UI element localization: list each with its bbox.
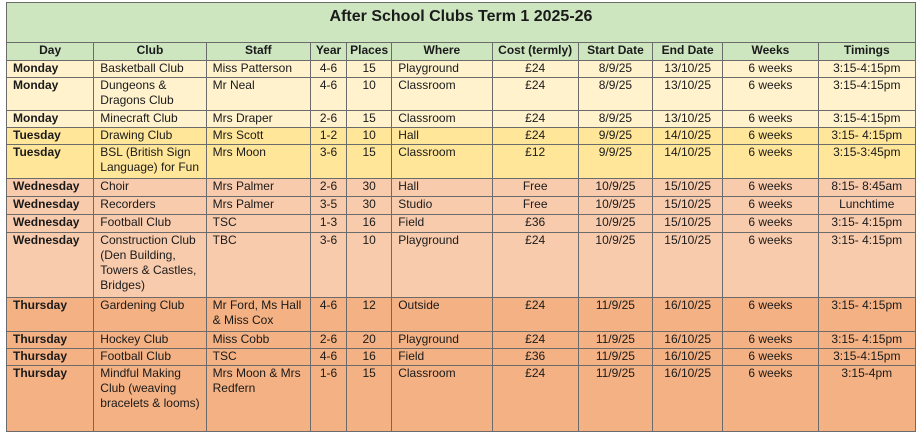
- col-header-club: Club: [94, 43, 206, 61]
- cell-end-date[interactable]: 13/10/25: [653, 78, 723, 111]
- table-body: [7, 61, 916, 432]
- cell-start-date[interactable]: 10/9/25: [578, 197, 652, 215]
- col-header-where: Where: [392, 43, 492, 61]
- cell-weeks[interactable]: 6 weeks: [723, 145, 818, 179]
- cell-weeks[interactable]: 6 weeks: [723, 61, 818, 78]
- cell-timings[interactable]: 3:15- 4:15pm: [818, 298, 915, 332]
- table-row: [7, 61, 916, 78]
- cell-year[interactable]: 1-3: [310, 215, 346, 233]
- cell-cost[interactable]: £24: [492, 78, 578, 111]
- cell-year[interactable]: 4-6: [310, 61, 346, 78]
- cell-end-date[interactable]: 13/10/25: [653, 61, 723, 78]
- cell-cost[interactable]: £24: [492, 233, 578, 298]
- cell-places[interactable]: 30: [347, 179, 392, 197]
- cell-cost[interactable]: £24: [492, 128, 578, 145]
- cell-year[interactable]: 1-2: [310, 128, 346, 145]
- cell-staff[interactable]: TSC: [206, 215, 310, 233]
- table-row: [7, 349, 916, 366]
- cell-staff[interactable]: Mrs Moon & Mrs Redfern: [206, 366, 310, 432]
- col-header-places: Places: [347, 43, 392, 61]
- cell-end-date[interactable]: 16/10/25: [653, 366, 723, 432]
- col-header-cost: Cost (termly): [492, 43, 578, 61]
- cell-timings[interactable]: 3:15- 4:15pm: [818, 128, 915, 145]
- cell-club[interactable]: Choir: [94, 179, 206, 197]
- cell-year[interactable]: 3-6: [310, 145, 346, 179]
- cell-end-date[interactable]: 16/10/25: [653, 298, 723, 332]
- table-row: [7, 145, 916, 179]
- cell-where[interactable]: Hall: [392, 128, 492, 145]
- cell-staff[interactable]: TBC: [206, 233, 310, 298]
- cell-cost[interactable]: £24: [492, 332, 578, 349]
- cell-timings[interactable]: 3:15- 4:15pm: [818, 332, 915, 349]
- col-header-day: Day: [7, 43, 94, 61]
- cell-where[interactable]: Classroom: [392, 145, 492, 179]
- cell-end-date[interactable]: 16/10/25: [653, 349, 723, 366]
- cell-staff[interactable]: Mrs Scott: [206, 128, 310, 145]
- cell-places[interactable]: 10: [347, 233, 392, 298]
- table-row: [7, 128, 916, 145]
- cell-year[interactable]: 2-6: [310, 332, 346, 349]
- cell-weeks[interactable]: 6 weeks: [723, 215, 818, 233]
- cell-club[interactable]: Construction Club (Den Building, Towers & Castles, Bridges): [94, 233, 206, 298]
- cell-end-date[interactable]: 14/10/25: [653, 128, 723, 145]
- cell-day[interactable]: Thursday: [7, 366, 94, 432]
- cell-weeks[interactable]: 6 weeks: [723, 366, 818, 432]
- cell-timings[interactable]: 8:15- 8:45am: [818, 179, 915, 197]
- cell-year[interactable]: 4-6: [310, 349, 346, 366]
- cell-club[interactable]: Hockey Club: [94, 332, 206, 349]
- table-row: [7, 179, 916, 197]
- table-row: [7, 233, 916, 298]
- cell-start-date[interactable]: 9/9/25: [578, 128, 652, 145]
- cell-places[interactable]: 16: [347, 349, 392, 366]
- cell-cost[interactable]: £24: [492, 61, 578, 78]
- clubs-table: [6, 2, 916, 432]
- cell-places[interactable]: 10: [347, 78, 392, 111]
- cell-cost[interactable]: £24: [492, 111, 578, 128]
- cell-day[interactable]: Monday: [7, 61, 94, 78]
- cell-weeks[interactable]: 6 weeks: [723, 197, 818, 215]
- col-header-year: Year: [310, 43, 346, 61]
- cell-timings[interactable]: 3:15-4pm: [818, 366, 915, 432]
- cell-places[interactable]: 15: [347, 61, 392, 78]
- cell-weeks[interactable]: 6 weeks: [723, 179, 818, 197]
- cell-weeks[interactable]: 6 weeks: [723, 111, 818, 128]
- cell-start-date[interactable]: 8/9/25: [578, 78, 652, 111]
- cell-cost[interactable]: £36: [492, 349, 578, 366]
- cell-timings[interactable]: 3:15- 4:15pm: [818, 233, 915, 298]
- cell-day[interactable]: Tuesday: [7, 145, 94, 179]
- cell-start-date[interactable]: 8/9/25: [578, 111, 652, 128]
- cell-year[interactable]: 2-6: [310, 111, 346, 128]
- cell-where[interactable]: Playground: [392, 233, 492, 298]
- cell-club[interactable]: BSL (British Sign Language) for Fun: [94, 145, 206, 179]
- cell-year[interactable]: 4-6: [310, 78, 346, 111]
- cell-staff[interactable]: Mr Neal: [206, 78, 310, 111]
- col-header-timings: Timings: [818, 43, 915, 61]
- cell-end-date[interactable]: 15/10/25: [653, 179, 723, 197]
- cell-places[interactable]: 20: [347, 332, 392, 349]
- cell-day[interactable]: Monday: [7, 111, 94, 128]
- cell-start-date[interactable]: 10/9/25: [578, 215, 652, 233]
- cell-club[interactable]: Basketball Club: [94, 61, 206, 78]
- cell-day[interactable]: Thursday: [7, 349, 94, 366]
- table-row: [7, 298, 916, 332]
- cell-staff[interactable]: Mr Ford, Ms Hall & Miss Cox: [206, 298, 310, 332]
- table-row: [7, 332, 916, 349]
- cell-cost[interactable]: Free: [492, 197, 578, 215]
- table-title: After School Clubs Term 1 2025-26: [7, 3, 916, 43]
- cell-cost[interactable]: £12: [492, 145, 578, 179]
- cell-places[interactable]: 10: [347, 128, 392, 145]
- col-header-end-date: End Date: [653, 43, 723, 61]
- title-row: [7, 3, 916, 43]
- cell-cost[interactable]: £36: [492, 215, 578, 233]
- cell-start-date[interactable]: 11/9/25: [578, 349, 652, 366]
- cell-staff[interactable]: Miss Cobb: [206, 332, 310, 349]
- cell-start-date[interactable]: 11/9/25: [578, 298, 652, 332]
- cell-day[interactable]: Wednesday: [7, 233, 94, 298]
- cell-weeks[interactable]: 6 weeks: [723, 298, 818, 332]
- cell-where[interactable]: Field: [392, 215, 492, 233]
- cell-weeks[interactable]: 6 weeks: [723, 78, 818, 111]
- header-row: [7, 43, 916, 61]
- cell-start-date[interactable]: 8/9/25: [578, 61, 652, 78]
- table-row: [7, 215, 916, 233]
- cell-club[interactable]: Recorders: [94, 197, 206, 215]
- cell-club[interactable]: Football Club: [94, 349, 206, 366]
- cell-timings[interactable]: 3:15-4:15pm: [818, 78, 915, 111]
- cell-where[interactable]: Outside: [392, 298, 492, 332]
- cell-where[interactable]: Classroom: [392, 78, 492, 111]
- cell-club[interactable]: Football Club: [94, 215, 206, 233]
- cell-timings[interactable]: 3:15-3:45pm: [818, 145, 915, 179]
- cell-start-date[interactable]: 11/9/25: [578, 332, 652, 349]
- cell-timings[interactable]: 3:15-4:15pm: [818, 61, 915, 78]
- cell-club[interactable]: Dungeons & Dragons Club: [94, 78, 206, 111]
- cell-weeks[interactable]: 6 weeks: [723, 233, 818, 298]
- cell-timings[interactable]: Lunchtime: [818, 197, 915, 215]
- cell-day[interactable]: Wednesday: [7, 197, 94, 215]
- cell-start-date[interactable]: 10/9/25: [578, 233, 652, 298]
- cell-where[interactable]: Hall: [392, 179, 492, 197]
- cell-cost[interactable]: £24: [492, 298, 578, 332]
- cell-end-date[interactable]: 16/10/25: [653, 332, 723, 349]
- cell-club[interactable]: Gardening Club: [94, 298, 206, 332]
- cell-start-date[interactable]: 9/9/25: [578, 145, 652, 179]
- cell-end-date[interactable]: 15/10/25: [653, 197, 723, 215]
- cell-end-date[interactable]: 14/10/25: [653, 145, 723, 179]
- col-header-staff: Staff: [206, 43, 310, 61]
- cell-end-date[interactable]: 15/10/25: [653, 215, 723, 233]
- cell-club[interactable]: Mindful Making Club (weaving bracelets & looms): [94, 366, 206, 432]
- cell-start-date[interactable]: 11/9/25: [578, 366, 652, 432]
- cell-places[interactable]: 15: [347, 111, 392, 128]
- cell-timings[interactable]: 3:15-4:15pm: [818, 349, 915, 366]
- cell-day[interactable]: Thursday: [7, 298, 94, 332]
- cell-day[interactable]: Wednesday: [7, 215, 94, 233]
- cell-cost[interactable]: £24: [492, 366, 578, 432]
- cell-end-date[interactable]: 13/10/25: [653, 111, 723, 128]
- cell-places[interactable]: 12: [347, 298, 392, 332]
- cell-day[interactable]: Monday: [7, 78, 94, 111]
- cell-timings[interactable]: 3:15-4:15pm: [818, 111, 915, 128]
- cell-where[interactable]: Playground: [392, 332, 492, 349]
- cell-places[interactable]: 15: [347, 145, 392, 179]
- cell-year[interactable]: 3-6: [310, 233, 346, 298]
- cell-day[interactable]: Wednesday: [7, 179, 94, 197]
- table-row: [7, 111, 916, 128]
- cell-where[interactable]: Studio: [392, 197, 492, 215]
- cell-staff[interactable]: Mrs Moon: [206, 145, 310, 179]
- cell-where[interactable]: Classroom: [392, 366, 492, 432]
- cell-staff[interactable]: TSC: [206, 349, 310, 366]
- cell-places[interactable]: 16: [347, 215, 392, 233]
- cell-staff[interactable]: Mrs Palmer: [206, 179, 310, 197]
- cell-end-date[interactable]: 15/10/25: [653, 233, 723, 298]
- cell-club[interactable]: Minecraft Club: [94, 111, 206, 128]
- cell-staff[interactable]: Mrs Draper: [206, 111, 310, 128]
- cell-club[interactable]: Drawing Club: [94, 128, 206, 145]
- cell-staff[interactable]: Mrs Palmer: [206, 197, 310, 215]
- cell-year[interactable]: 4-6: [310, 298, 346, 332]
- cell-weeks[interactable]: 6 weeks: [723, 349, 818, 366]
- cell-day[interactable]: Thursday: [7, 332, 94, 349]
- cell-timings[interactable]: 3:15- 4:15pm: [818, 215, 915, 233]
- cell-day[interactable]: Tuesday: [7, 128, 94, 145]
- cell-cost[interactable]: Free: [492, 179, 578, 197]
- cell-where[interactable]: Playground: [392, 61, 492, 78]
- cell-year[interactable]: 2-6: [310, 179, 346, 197]
- cell-year[interactable]: 1-6: [310, 366, 346, 432]
- cell-staff[interactable]: Miss Patterson: [206, 61, 310, 78]
- cell-where[interactable]: Field: [392, 349, 492, 366]
- cell-weeks[interactable]: 6 weeks: [723, 128, 818, 145]
- col-header-start-date: Start Date: [578, 43, 652, 61]
- cell-places[interactable]: 30: [347, 197, 392, 215]
- cell-year[interactable]: 3-5: [310, 197, 346, 215]
- table-row: [7, 197, 916, 215]
- col-header-weeks: Weeks: [723, 43, 818, 61]
- cell-start-date[interactable]: 10/9/25: [578, 179, 652, 197]
- cell-weeks[interactable]: 6 weeks: [723, 332, 818, 349]
- table-row: [7, 78, 916, 111]
- cell-where[interactable]: Classroom: [392, 111, 492, 128]
- cell-places[interactable]: 15: [347, 366, 392, 432]
- table-row: [7, 366, 916, 432]
